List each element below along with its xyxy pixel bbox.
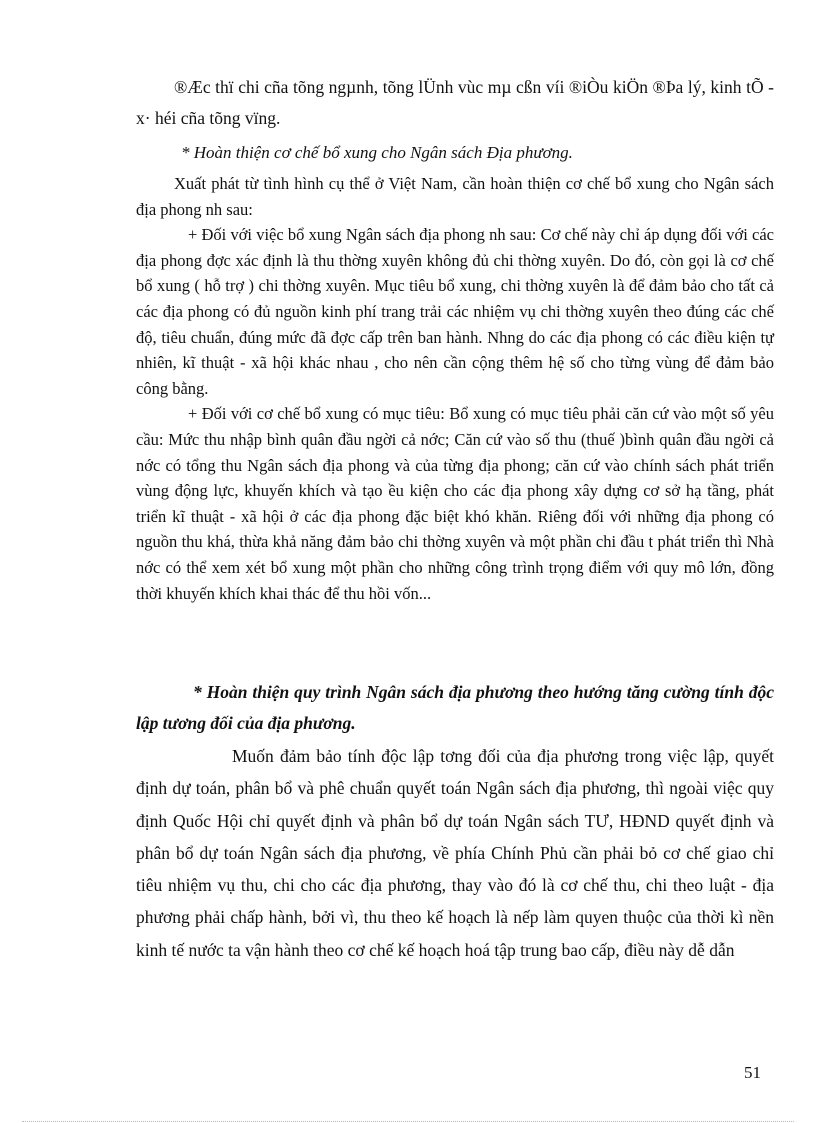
body-block [136, 171, 774, 606]
footer-divider [22, 1121, 794, 1122]
intro-paragraph: ®Æc thï chi cña tõng ngµnh, tõng lÜnh vùc mµ cßn víi ®iÒu kiÖn ®Þa lý, kinh tÕ - x· héi cña tõng vïng. [136, 77, 774, 128]
final-paragraph: Muốn đảm bảo tính độc lập tơng đối của địa phương trong việc lập, quyết định dự toán, phân bổ và phê chuẩn quyết toán Ngân sách địa phương, thì ngoài việc quy định Quốc Hội chỉ quyết định và phân bổ dự toán Ngân sách TƯ, HĐND quyết định và phân bổ dự toán Ngân sách địa phương, về phía Chính Phủ cần phải bỏ cơ chế giao chỉ tiêu nhiệm vụ thu, chi cho các địa phương, thay vào đó là cơ chế thu, chi theo luật - địa phương phải chấp hành, bởi vì, thu theo kế hoạch là nếp làm quyen thuộc của thời kì nền kinh tế nước ta vận hành theo cơ chế kế hoạch hoá tập trung bao cấp, điều này dễ dẫn [136, 746, 774, 960]
section-heading-bo-xung: * Hoàn thiện cơ chế bổ xung cho Ngân sách Địa phương. [181, 143, 573, 162]
final-block [136, 740, 774, 966]
intro-block [136, 72, 774, 134]
heading-2-block [136, 677, 774, 739]
origin-paragraph: Xuất phát từ tình hình cụ thể ở Việt Nam, cần hoàn thiện cơ chế bổ xung cho Ngân sách địa phong nh sau: [136, 174, 774, 219]
item-1-paragraph: + Đối với việc bổ xung Ngân sách địa phong nh sau: Cơ chế này chỉ áp dụng đối với các địa phong đợc xác định là thu thờng xuyên không đủ chi thờng xuyên. Do đó, còn gọi là cơ chế bổ xung ( hỗ trợ ) chi thờng xuyên. Mục tiêu bổ xung, chi thờng xuyên là để đảm bảo cho tất cả các địa phong có đủ nguồn kinh phí trang trải các nhiệm vụ chi thờng xuyên theo đúng các chế độ, tiêu chuẩn, đúng mức đã đợc cấp trên ban hành. Nhng do các địa phong có các điều kiện tự nhiên, kĩ thuật - xã hội khác nhau , cho nên cần cộng thêm hệ số cho từng vùng để đảm bảo công bằng. [136, 225, 774, 398]
section-heading-quy-trinh: * Hoàn thiện quy trình Ngân sách địa phương theo hướng tăng cường tính độc lập tương đối của địa phương. [136, 682, 774, 733]
page-number: 51 [744, 1063, 761, 1082]
heading-1-block [136, 137, 774, 168]
item-2-paragraph: + Đối với cơ chế bổ xung có mục tiêu: Bổ xung có mục tiêu phải căn cứ vào một số yêu cầu: Mức thu nhập bình quân đầu ngời cả nớc; Căn cứ vào số thu (thuế )bình quân đầu ngời cả nớc có tổng thu Ngân sách địa phong và của từng địa phong; căn cứ vào chính sách phát triển vùng động lực, khuyến khích và tạo ều kiện cho các địa phong xây dựng cơ sở hạ tầng, phát triển kĩ thuật - xã hội ở các địa phong đặc biệt khó khăn. Riêng đối với những địa phong có nguồn thu khá, thừa khả năng đảm bảo chi thờng xuyên và một phần chi đầu t phát triển thì Nhà nớc có thể xem xét bổ xung một phần cho những công trình trọng điểm với quy mô lớn, đồng thời khuyến khích khai thác để thu hồi vốn... [136, 404, 774, 603]
